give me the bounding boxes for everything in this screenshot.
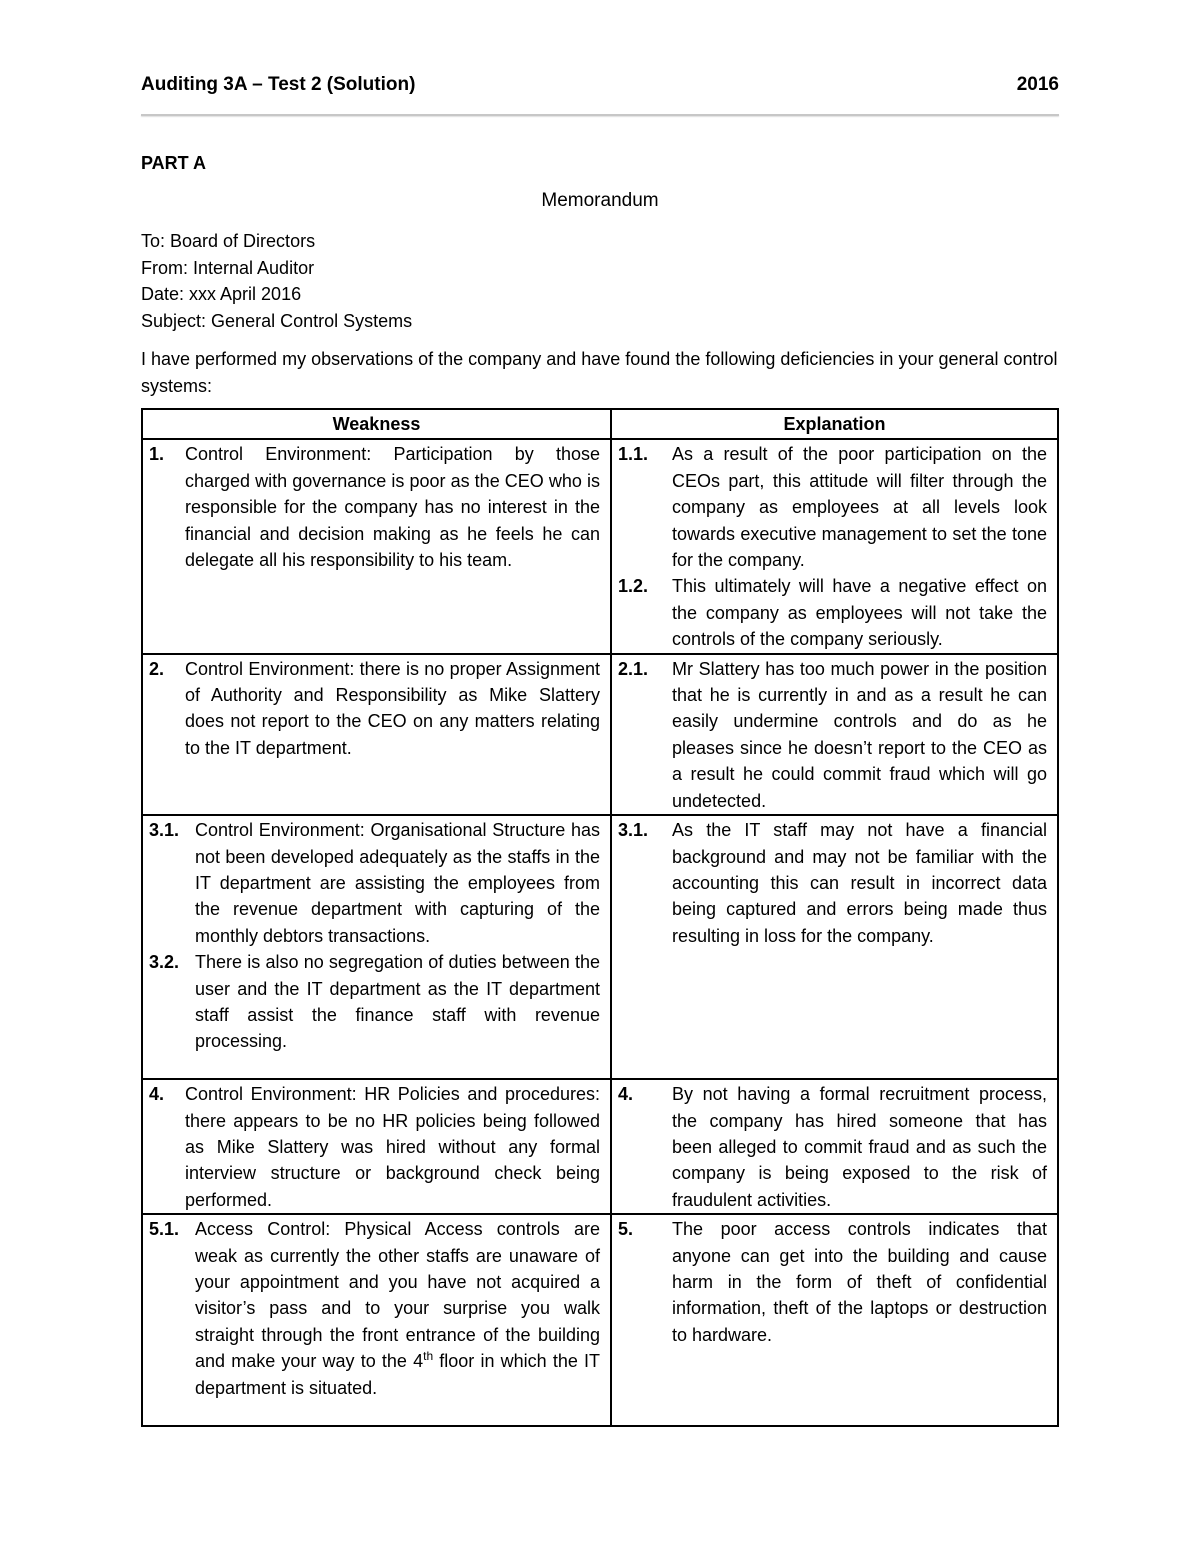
- weakness-cell: [142, 439, 611, 653]
- item-text: As the IT staff may not have a financial background and may not be familiar with the accounting this can result in incorrect data being captured and errors being made thus resulting in loss for the company.: [672, 820, 1047, 946]
- weakness-cell: [142, 1079, 611, 1214]
- list-item: [618, 656, 1047, 814]
- item-number: 2.: [149, 658, 165, 679]
- part-heading: PART A: [141, 153, 206, 173]
- explanation-cell: [611, 1079, 1058, 1214]
- explanation-cell: [611, 654, 1058, 815]
- explanation-cell: [611, 439, 1058, 653]
- memo-intro: I have performed my observations of the company and have found the following deficiencies in your general control systems:: [141, 349, 1058, 396]
- list-item: [618, 573, 1047, 652]
- item-number: 1.1.: [618, 444, 649, 465]
- memo-date: Date: xxx April 2016: [141, 284, 302, 304]
- item-number: 3.1.: [149, 820, 180, 841]
- memo-from: From: Internal Auditor: [141, 257, 315, 278]
- explanation-header: Explanation: [611, 409, 1058, 439]
- table-row: [142, 815, 1058, 1079]
- item-text: There is also no segregation of duties between the user and the IT department as the IT department staff assist the finance staff with revenue processing.: [195, 952, 600, 1052]
- list-item: [618, 817, 1047, 949]
- table-header-row: [142, 409, 1058, 439]
- item-number: 1.: [149, 444, 165, 465]
- list-item: [149, 656, 600, 762]
- weakness-header: Weakness: [142, 409, 611, 439]
- table-row: [142, 654, 1058, 815]
- item-text-part: Access Control: Physical Access controls are weak as currently the other staffs are unaware of your appointment and you have not acquired a visitor’s pass and to your surprise you walk straight through the front entrance of the building and make your way to the 4: [195, 1219, 600, 1372]
- item-text: [195, 1216, 600, 1401]
- explanation-cell: [611, 815, 1058, 1079]
- list-item: [618, 1081, 1047, 1213]
- weakness-cell: [142, 815, 611, 1079]
- memo-title: Memorandum: [541, 190, 659, 211]
- memo-details: [141, 228, 412, 334]
- item-number: 4.: [149, 1084, 165, 1105]
- list-item: [618, 1216, 1047, 1348]
- item-text-part: floor in which the IT department is situated.: [195, 1351, 601, 1398]
- item-number: 3.2.: [149, 952, 180, 973]
- table-row: [142, 439, 1058, 653]
- item-text: This ultimately will have a negative effect on the company as employees will not take the controls of the company seriously.: [672, 576, 1047, 650]
- list-item: [618, 441, 1047, 573]
- item-text: By not having a formal recruitment process, the company has hired someone that has been alleged to commit fraud and as such the company is being exposed to the risk of fraudulent activities.: [672, 1084, 1047, 1210]
- list-item: [149, 949, 600, 1055]
- item-number: 1.2.: [618, 576, 649, 597]
- item-number: 5.: [618, 1219, 634, 1240]
- item-number: 2.1.: [618, 658, 649, 679]
- item-text: The poor access controls indicates that anyone can get into the building and cause harm in the form of theft of confidential information, theft of the laptops or destruction to hardware.: [672, 1219, 1047, 1345]
- item-number: 4.: [618, 1084, 634, 1105]
- explanation-cell: [611, 1214, 1058, 1426]
- header-year: 2016: [1016, 74, 1059, 95]
- header-title: Auditing 3A – Test 2 (Solution): [141, 74, 416, 95]
- item-text: Mr Slattery has too much power in the position that he is currently in and as a result he can easily undermine controls and do as he pleases since he doesn’t report to the CEO as a result he could commit fraud which will go undetected.: [672, 658, 1047, 811]
- weakness-cell: [142, 1214, 611, 1426]
- item-text: As a result of the poor participation on the CEOs part, this attitude will filter through the company as employees at all levels look towards executive management to set the tone for the company.: [672, 444, 1047, 571]
- table-row: [142, 1079, 1058, 1214]
- item-text: Control Environment: HR Policies and procedures: there appears to be no HR policies being followed as Mike Slattery was hired without any formal interview structure or background check being performed.: [185, 1084, 600, 1210]
- memo-subject: Subject: General Control Systems: [141, 310, 413, 331]
- item-number: 5.1.: [149, 1219, 180, 1240]
- table-row: [142, 1214, 1058, 1426]
- list-item: [149, 1081, 600, 1213]
- page-header: [141, 70, 1059, 100]
- list-item: [149, 441, 600, 573]
- list-item: [149, 817, 600, 949]
- deficiency-table: [141, 408, 1059, 1427]
- header-divider: [141, 114, 1059, 116]
- item-text: Control Environment: Participation by those charged with governance is poor as the CEO who is responsible for the company has no interest in the financial and decision making as he feels he can delegate all his responsibility to his team.: [185, 444, 600, 571]
- item-number: 3.1.: [618, 820, 649, 841]
- memo-to: To: Board of Directors: [141, 231, 316, 251]
- item-text: Control Environment: Organisational Structure has not been developed adequately as the staffs in the IT department are assisting the employees from the revenue department with capturing of the monthly debtors transactions.: [195, 820, 600, 946]
- list-item: [149, 1216, 600, 1401]
- weakness-cell: [142, 654, 611, 815]
- item-text: Control Environment: there is no proper Assignment of Authority and Responsibility as Mike Slattery does not report to the CEO on any matters relating to the IT department.: [185, 658, 600, 758]
- ordinal-superscript: th: [423, 1349, 434, 1364]
